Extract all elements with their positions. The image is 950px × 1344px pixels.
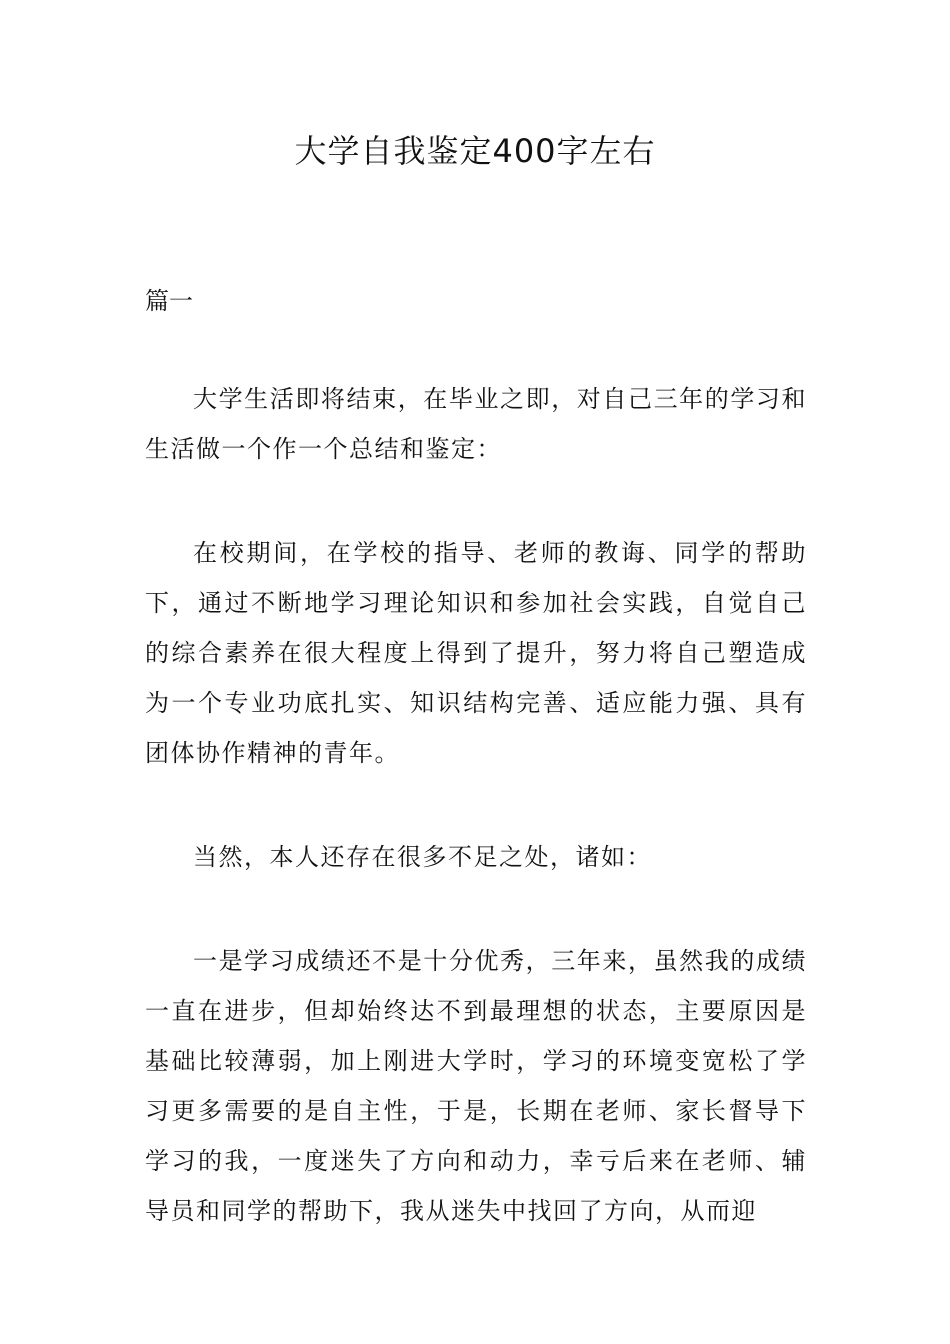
- paragraph-shortcomings: 当然，本人还存在很多不足之处，诸如：: [193, 843, 652, 871]
- paragraph-first-point: 一是学习成绩还不是十分优秀，三年来，虽然我的成绩一直在进步，但却始终达不到最理想的状态，主要原因是基础比较薄弱，加上刚进大学时，学习的环境变宽松了学习更多需要的是自主性，于是，长期在老师、家长督导下学习的我，一度迷失了方向和动力，幸亏后来在老师、辅导员和同学的帮助下，我从迷失中找回了方向，从而迎: [145, 947, 807, 1225]
- paragraph-school-period: 在校期间，在学校的指导、老师的教诲、同学的帮助下，通过不断地学习理论知识和参加社会实践，自觉自己的综合素养在很大程度上得到了提升，努力将自己塑造成为一个专业功底扎实、知识结构完善、适应能力强、具有团体协作精神的青年。: [145, 539, 807, 767]
- document-body: [145, 276, 807, 1290]
- section-label: 篇一: [145, 287, 193, 315]
- paragraph-intro: 大学生活即将结束，在毕业之即，对自己三年的学习和生活做一个作一个总结和鉴定：: [145, 385, 807, 463]
- page-title: 大学自我鉴定400字左右: [294, 132, 656, 170]
